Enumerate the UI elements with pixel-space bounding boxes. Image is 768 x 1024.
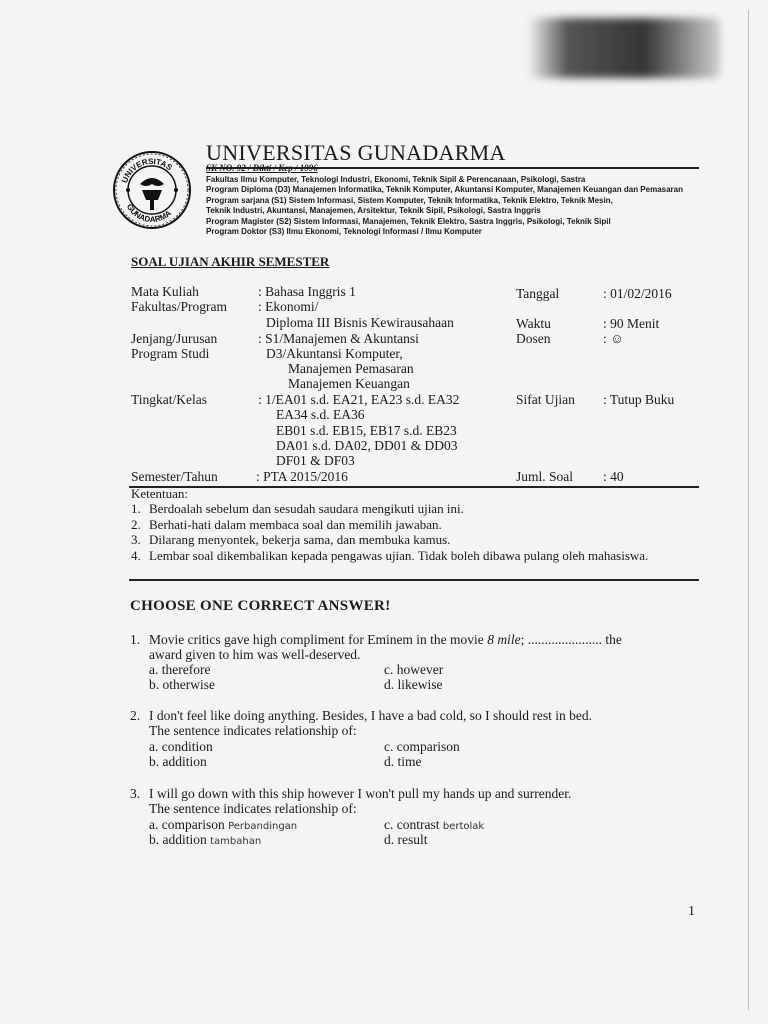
dosen-value: : ☺ bbox=[603, 331, 624, 346]
rule-item bbox=[131, 548, 699, 564]
faculty-list bbox=[206, 175, 683, 237]
university-name: UNIVERSITAS GUNADARMA bbox=[206, 140, 506, 165]
tingkat-value-4: DA01 s.d. DA02, DD01 & DD03 bbox=[276, 438, 458, 453]
rule-item bbox=[131, 501, 699, 517]
q2-text-line1: I don't feel like doing anything. Besides, I have a bad cold, so I should rest in bed. bbox=[149, 708, 592, 723]
q1-option-b[interactable]: b. otherwise bbox=[149, 677, 215, 692]
exam-title: SOAL UJIAN AKHIR SEMESTER bbox=[131, 254, 330, 269]
divider-top bbox=[129, 486, 699, 488]
q1-text-line2: award given to him was well-deserved. bbox=[149, 647, 361, 662]
faculty-line: Program Magister (S2) Sistem Informasi, Manajemen, Teknik Elektro, Sastra Inggris, Psikologi, Teknik Sipil bbox=[206, 216, 611, 226]
tanggal-value: : 01/02/2016 bbox=[603, 286, 672, 301]
logo-text-bottom: GUNADARMA bbox=[124, 202, 173, 225]
section-title: CHOOSE ONE CORRECT ANSWER! bbox=[130, 598, 391, 614]
q3-option-b-text: b. addition bbox=[149, 832, 207, 847]
scan-smudge bbox=[530, 18, 720, 78]
q3-text-line2: The sentence indicates relationship of: bbox=[149, 801, 357, 816]
q1-option-c[interactable]: c. however bbox=[384, 662, 444, 677]
q3-text-line1: I will go down with this ship however I won't pull my hands up and surrender. bbox=[149, 786, 572, 801]
rule-item bbox=[131, 517, 699, 533]
rule-number: 3. bbox=[131, 532, 141, 547]
rule-number: 1. bbox=[131, 501, 141, 516]
waktu-label: Waktu bbox=[516, 316, 551, 331]
q2-option-a[interactable]: a. condition bbox=[149, 739, 213, 754]
rule-number: 4. bbox=[131, 547, 141, 563]
sk-number: SK NO. 92 / Dikti / Kep / 1996 bbox=[206, 163, 318, 173]
jenjang-label: Jenjang/Jurusan bbox=[131, 331, 218, 346]
q1-option-d[interactable]: d. likewise bbox=[384, 677, 443, 692]
dosen-label: Dosen bbox=[516, 331, 551, 346]
fakultas-value-2: Diploma III Bisnis Kewirausahaan bbox=[266, 315, 454, 330]
prodi-label: Program Studi bbox=[131, 346, 210, 361]
page-edge-line bbox=[748, 10, 749, 1010]
tingkat-value-3: EB01 s.d. EB15, EB17 s.d. EB23 bbox=[276, 423, 457, 438]
rule-item bbox=[131, 532, 699, 548]
university-logo bbox=[112, 150, 192, 230]
mata-kuliah-value: : Bahasa Inggris 1 bbox=[258, 284, 356, 299]
q3-option-c[interactable] bbox=[384, 817, 484, 833]
prodi-value-3: Manajemen Keuangan bbox=[288, 376, 410, 391]
faculty-line: Fakultas Ilmu Komputer, Teknologi Industri, Ekonomi, Teknik Sipil & Perencanaan, Psikologi, Sastra bbox=[206, 175, 586, 184]
sifat-value: : Tutup Buku bbox=[603, 392, 675, 407]
q1-number: 1. bbox=[130, 632, 141, 647]
q3-option-c-text: c. contrast bbox=[384, 817, 440, 832]
q2-text-line2: The sentence indicates relationship of: bbox=[149, 723, 357, 738]
faculty-line: Program sarjana (S1) Sistem Informasi, Sistem Komputer, Teknik Informatika, Teknik Elektro, Teknik Mesin, bbox=[206, 195, 613, 205]
semester-label: Semester/Tahun bbox=[131, 469, 218, 484]
q2-option-d[interactable]: d. time bbox=[384, 754, 422, 769]
semester-value: : PTA 2015/2016 bbox=[256, 469, 348, 484]
handwritten-note: Perbandingan bbox=[228, 821, 298, 832]
rule-text: Lembar soal dikembalikan kepada pengawas ujian. Tidak boleh dibawa pulang oleh mahasiswa. bbox=[149, 547, 649, 563]
q2-option-c[interactable]: c. comparison bbox=[384, 739, 460, 754]
q1-text-italic: 8 mile bbox=[487, 632, 521, 647]
fakultas-label: Fakultas/Program bbox=[131, 299, 227, 314]
q2-option-b[interactable]: b. addition bbox=[149, 754, 207, 769]
q3-option-a-text: a. comparison bbox=[149, 817, 225, 832]
mata-kuliah-label: Mata Kuliah bbox=[131, 284, 199, 299]
rule-text: Berdoalah sebelum dan sesudah saudara mengikuti ujian ini. bbox=[149, 501, 464, 516]
page-number: 1 bbox=[688, 904, 695, 919]
faculty-line: Program Doktor (S3) Ilmu Ekonomi, Teknologi Informasi / Ilmu Komputer bbox=[206, 227, 482, 237]
rule-text: Dilarang menyontek, bekerja sama, dan membuka kamus. bbox=[149, 532, 451, 547]
ketentuan-list bbox=[131, 501, 699, 563]
jenjang-value: : S1/Manajemen & Akuntansi bbox=[258, 331, 419, 346]
faculty-line: Program Diploma (D3) Manajemen Informatika, Teknik Komputer, Akuntansi Komputer, Manajemen Keuangan dan Pemasaran bbox=[206, 185, 683, 195]
q3-option-b[interactable] bbox=[149, 832, 261, 848]
handwritten-note: tambahan bbox=[210, 836, 262, 847]
prodi-value-1: D3/Akuntansi Komputer, bbox=[266, 346, 403, 361]
tingkat-label: Tingkat/Kelas bbox=[131, 392, 208, 407]
divider-bottom bbox=[129, 579, 699, 581]
jumlah-label: Juml. Soal bbox=[516, 469, 574, 484]
q1-text-a: Movie critics gave high compliment for Eminem in the movie bbox=[149, 632, 484, 647]
rule-number: 2. bbox=[131, 516, 141, 532]
tingkat-value-1: : 1/EA01 s.d. EA21, EA23 s.d. EA32 bbox=[258, 392, 460, 407]
q1-text-line1 bbox=[149, 632, 684, 648]
logo-text-top: UNIVERSITAS bbox=[120, 156, 174, 185]
rule-text: Berhati-hati dalam membaca soal dan memilih jawaban. bbox=[149, 516, 442, 532]
fakultas-value: : Ekonomi/ bbox=[258, 299, 319, 314]
waktu-value: : 90 Menit bbox=[603, 316, 660, 331]
q1-text-b: ; ...................... the bbox=[520, 632, 622, 647]
tingkat-value-2: EA34 s.d. EA36 bbox=[276, 407, 365, 422]
sifat-label: Sifat Ujian bbox=[516, 392, 575, 407]
q3-option-d[interactable]: d. result bbox=[384, 832, 428, 847]
q1-option-a[interactable]: a. therefore bbox=[149, 662, 211, 677]
tingkat-value-5: DF01 & DF03 bbox=[276, 453, 355, 468]
q3-number: 3. bbox=[130, 786, 141, 801]
jumlah-value: : 40 bbox=[603, 469, 624, 484]
q3-option-a[interactable] bbox=[149, 817, 297, 833]
prodi-value-2: Manajemen Pemasaran bbox=[288, 361, 414, 376]
handwritten-note: bertolak bbox=[442, 821, 485, 832]
q2-number: 2. bbox=[130, 708, 141, 723]
ketentuan-label: Ketentuan: bbox=[131, 486, 189, 501]
faculty-line: Teknik Industri, Akuntansi, Manajemen, Arsitektur, Teknik Sipil, Psikologi, Sastra Inggris bbox=[206, 206, 541, 216]
tanggal-label: Tanggal bbox=[516, 286, 560, 301]
